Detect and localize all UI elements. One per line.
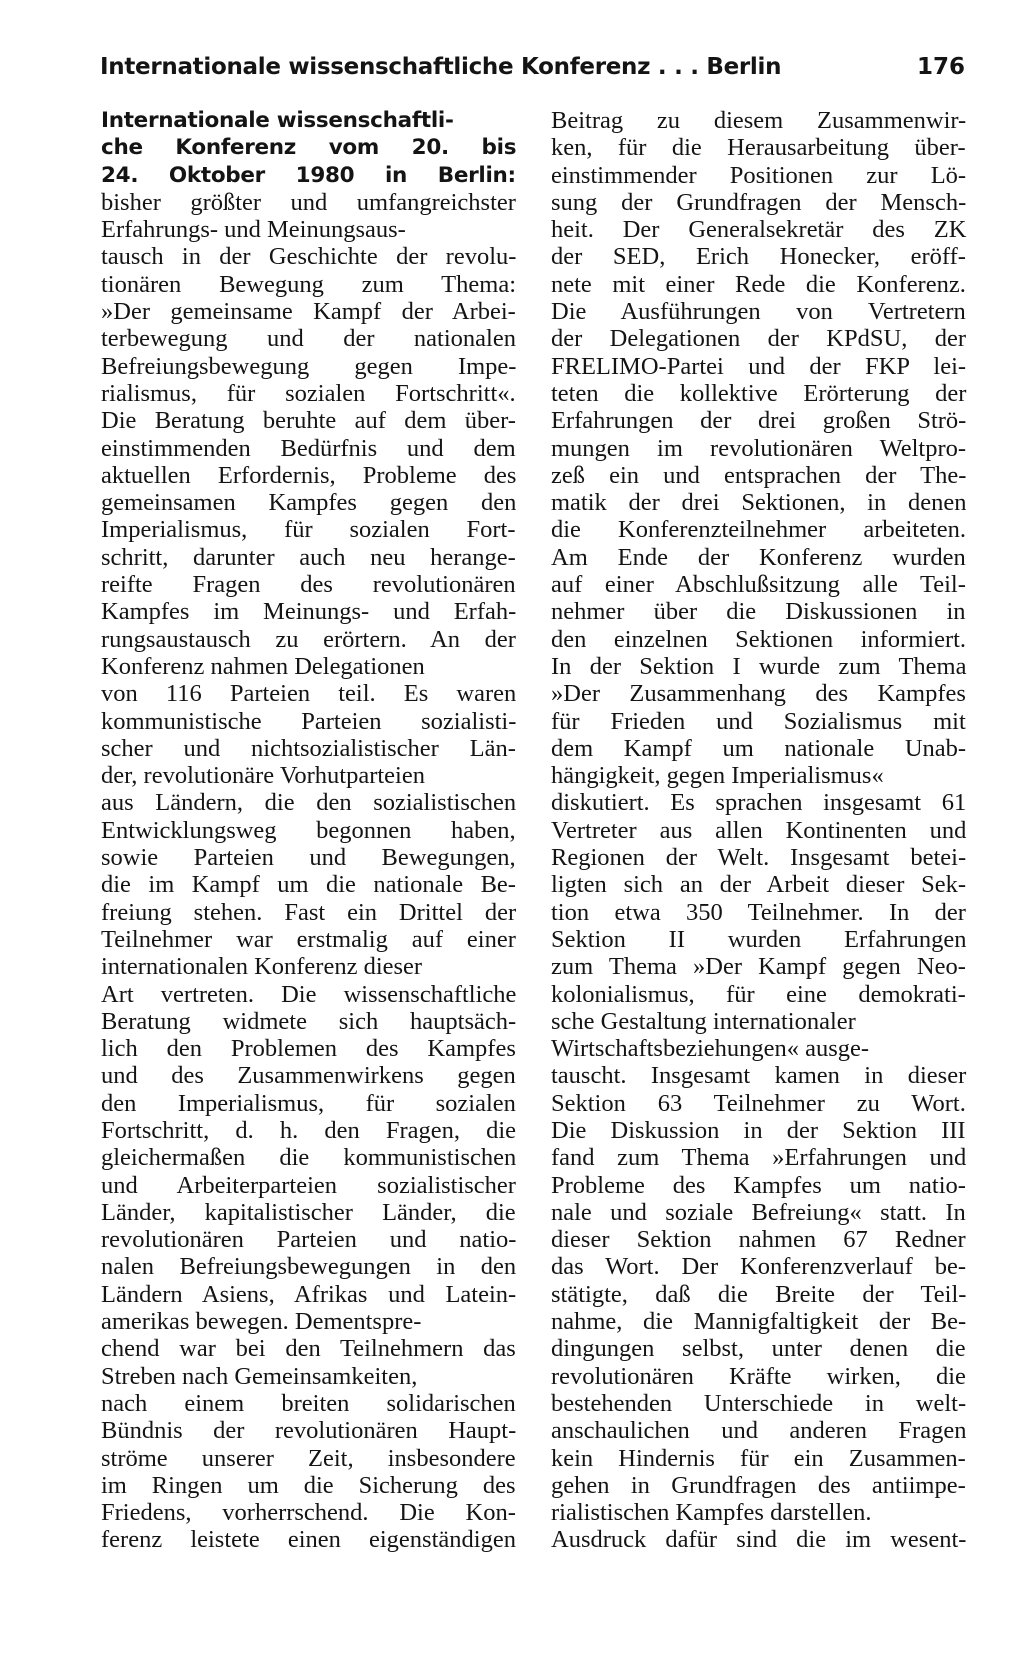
- text-line: terbewegung und der nationalen: [101, 325, 516, 353]
- text-line: Länder, kapitalistischer Länder, die: [101, 1198, 516, 1226]
- text-line: kolonialismus, für eine demokrati-: [551, 980, 966, 1008]
- text-line: und des Zusammenwirkens gegen: [101, 1062, 516, 1090]
- text-line: aus Ländern, die den sozialistischen: [101, 789, 517, 817]
- text-line: aktuellen Erfordernis, Probleme des: [101, 461, 517, 489]
- text-line: den Imperialismus, für sozialen: [101, 1089, 516, 1117]
- text-line: Entwicklungsweg begonnen haben,: [101, 816, 516, 844]
- text-line: freiung stehen. Fast ein Drittel der: [101, 898, 517, 926]
- text-line: fand zum Thema »Erfahrungen und: [551, 1144, 967, 1172]
- text-line: dingungen selbst, unter denen die: [551, 1335, 966, 1363]
- text-line: Ausdruck dafür sind die im wesent-: [551, 1526, 967, 1554]
- text-line: In der Sektion I wurde zum Thema: [551, 652, 967, 680]
- text-line: bestehenden Unterschiede in welt-: [551, 1389, 967, 1417]
- text-line: Vertreter aus allen Kontinenten und: [551, 816, 967, 844]
- text-line: matik der drei Sektionen, in denen: [551, 489, 967, 517]
- text-line: bisher größter und umfangreichster: [101, 188, 516, 216]
- text-line: Kampfes im Meinungs- und Erfah-: [101, 598, 517, 626]
- text-line: gleichermaßen die kommunistischen: [101, 1144, 517, 1172]
- text-line: auf einer Abschlußsitzung alle Teil-: [551, 571, 966, 599]
- text-line: che Konferenz vom 20. bis: [101, 135, 517, 161]
- text-line: zum Thema »Der Kampf gegen Neo-: [551, 953, 966, 981]
- text-line: Probleme des Kampfes um natio-: [551, 1171, 966, 1199]
- text-line: sung der Grundfragen der Mensch-: [551, 188, 967, 216]
- text-line: ken, für die Herausarbeitung über-: [551, 134, 966, 162]
- text-line: nale und soziale Befreiung« statt. In: [551, 1198, 966, 1226]
- text-line: tion etwa 350 Teilnehmer. In der: [551, 898, 966, 926]
- text-line: dem Kampf um nationale Unab-: [551, 734, 967, 762]
- text-line: revolutionären Parteien und natio-: [101, 1226, 517, 1254]
- text-line: Beratung widmete sich hauptsäch-: [101, 1007, 517, 1035]
- text-line: ligten sich an der Arbeit dieser Sek-: [551, 871, 967, 899]
- text-line: gemeinsamen Kampfes gegen den: [101, 489, 517, 517]
- text-line: lich den Problemen des Kampfes: [101, 1035, 516, 1063]
- text-line: internationalen Konferenz dieser: [101, 953, 423, 981]
- text-line: tausch in der Geschichte der revolu-: [101, 243, 517, 271]
- text-line: der Delegationen der KPdSU, der: [551, 325, 966, 353]
- text-line: ströme unserer Zeit, insbesondere: [101, 1444, 516, 1472]
- page-number: 176: [916, 54, 965, 80]
- text-line: von 116 Parteien teil. Es waren: [101, 680, 517, 708]
- text-line: amerikas bewegen. Dementspre-: [101, 1308, 422, 1336]
- text-line: revolutionären Kräfte wirken, die: [551, 1362, 966, 1390]
- text-line: Wirtschaftsbeziehungen« ausge-: [551, 1035, 870, 1063]
- text-line: Erfahrungen der drei großen Strö-: [551, 407, 967, 435]
- text-line: scher und nichtsozialistischer Län-: [101, 734, 516, 762]
- text-line: Die Beratung beruhte auf dem über-: [101, 407, 516, 435]
- text-line: sche Gestaltung internationaler: [551, 1007, 856, 1035]
- text-line: kein Hindernis für ein Zusammen-: [551, 1444, 966, 1472]
- text-line: zeß ein und entsprachen der The-: [551, 461, 967, 489]
- text-line: Die Ausführungen von Vertretern: [551, 298, 966, 326]
- text-line: 24. Oktober 1980 in Berlin:: [101, 162, 516, 188]
- text-line: Befreiungsbewegung gegen Impe-: [101, 352, 517, 380]
- text-line: Sektion II wurden Erfahrungen: [551, 925, 967, 953]
- text-line: kommunistische Parteien sozialisti-: [101, 707, 517, 735]
- text-line: gehen in Grundfragen des antiimpe-: [551, 1471, 966, 1499]
- text-line: der, revolutionäre Vorhutparteien: [101, 762, 425, 790]
- text-line: Bündnis der revolutionären Haupt-: [101, 1417, 517, 1445]
- text-line: nach einem breiten solidarischen: [101, 1389, 516, 1417]
- text-line: einstimmenden Bedürfnis und dem: [101, 434, 516, 462]
- text-line: nete mit einer Rede die Konferenz.: [551, 270, 966, 298]
- text-line: nalen Befreiungsbewegungen in den: [101, 1253, 517, 1281]
- text-line: Beitrag zu diesem Zusammenwir-: [551, 107, 967, 134]
- text-line: FRELIMO-Partei und der FKP lei-: [551, 352, 967, 380]
- text-line: Die Diskussion in der Sektion III: [551, 1116, 966, 1144]
- text-line: diskutiert. Es sprachen insgesamt 61: [551, 789, 967, 817]
- text-line: ferenz leistete einen eigenständigen: [101, 1526, 516, 1554]
- text-line: Am Ende der Konferenz wurden: [551, 543, 966, 571]
- text-line: reifte Fragen des revolutionären: [101, 571, 516, 599]
- text-line: schritt, darunter auch neu herange-: [101, 543, 516, 571]
- text-line: der SED, Erich Honecker, eröff-: [551, 243, 966, 271]
- text-line: die im Kampf um die nationale Be-: [101, 871, 516, 899]
- text-line: den einzelnen Sektionen informiert.: [551, 625, 967, 653]
- text-line: das Wort. Der Konferenzverlauf be-: [551, 1253, 966, 1281]
- text-line: Art vertreten. Die wissenschaftliche: [101, 980, 517, 1008]
- text-line: mungen im revolutionären Weltpro-: [551, 434, 967, 462]
- left-text-column: [101, 107, 516, 1554]
- text-line: für Frieden und Sozialismus mit: [551, 707, 966, 735]
- text-line: anschaulichen und anderen Fragen: [551, 1417, 967, 1445]
- text-line: rialismus, für sozialen Fortschritt«.: [101, 379, 516, 407]
- text-line: nehmer über die Diskussionen in: [551, 598, 966, 626]
- text-line: rialistischen Kampfes darstellen.: [551, 1499, 872, 1527]
- text-line: im Ringen um die Sicherung des: [101, 1471, 516, 1499]
- text-line: stätigte, daß die Breite der Teil-: [551, 1280, 967, 1308]
- text-line: nahme, die Mannigfaltigkeit der Be-: [551, 1308, 967, 1336]
- text-line: »Der gemeinsame Kampf der Arbei-: [101, 298, 516, 326]
- text-line: Sektion 63 Teilnehmer zu Wort.: [551, 1089, 966, 1117]
- text-line: Ländern Asiens, Afrikas und Latein-: [101, 1280, 517, 1308]
- text-line: Teilnehmer war erstmalig auf einer: [101, 925, 516, 953]
- text-line: Friedens, vorherrschend. Die Kon-: [101, 1499, 516, 1527]
- text-line: heit. Der Generalsekretär des ZK: [551, 216, 967, 244]
- text-line: und Arbeiterparteien sozialistischer: [101, 1171, 516, 1199]
- text-line: Internationale wissenschaftli-: [101, 108, 454, 133]
- text-line: dieser Sektion nahmen 67 Redner: [551, 1226, 966, 1254]
- text-line: Imperialismus, für sozialen Fort-: [101, 516, 516, 544]
- text-line: teten die kollektive Erörterung der: [551, 379, 967, 407]
- text-line: »Der Zusammenhang des Kampfes: [551, 680, 966, 708]
- text-line: Fortschritt, d. h. den Fragen, die: [101, 1116, 517, 1144]
- text-line: Konferenz nahmen Delegationen: [101, 652, 425, 680]
- text-line: einstimmender Positionen zur Lö-: [551, 161, 967, 189]
- text-line: Erfahrungs- und Meinungsaus-: [101, 216, 406, 244]
- right-text-column: [551, 107, 966, 1554]
- text-line: rungsaustausch zu erörtern. An der: [101, 625, 516, 653]
- running-header-title: Internationale wissenschaftliche Konferenz . . . Berlin: [100, 54, 782, 80]
- text-line: Regionen der Welt. Insgesamt betei-: [551, 844, 967, 872]
- text-line: die Konferenzteilnehmer arbeiteten.: [551, 516, 967, 544]
- text-line: sowie Parteien und Bewegungen,: [101, 844, 516, 872]
- text-line: tauscht. Insgesamt kamen in dieser: [551, 1062, 967, 1090]
- text-line: hängigkeit, gegen Imperialismus«: [551, 762, 884, 790]
- text-line: Streben nach Gemeinsamkeiten,: [101, 1362, 418, 1390]
- text-line: tionären Bewegung zum Thema:: [101, 270, 517, 298]
- text-line: chend war bei den Teilnehmern das: [101, 1335, 516, 1363]
